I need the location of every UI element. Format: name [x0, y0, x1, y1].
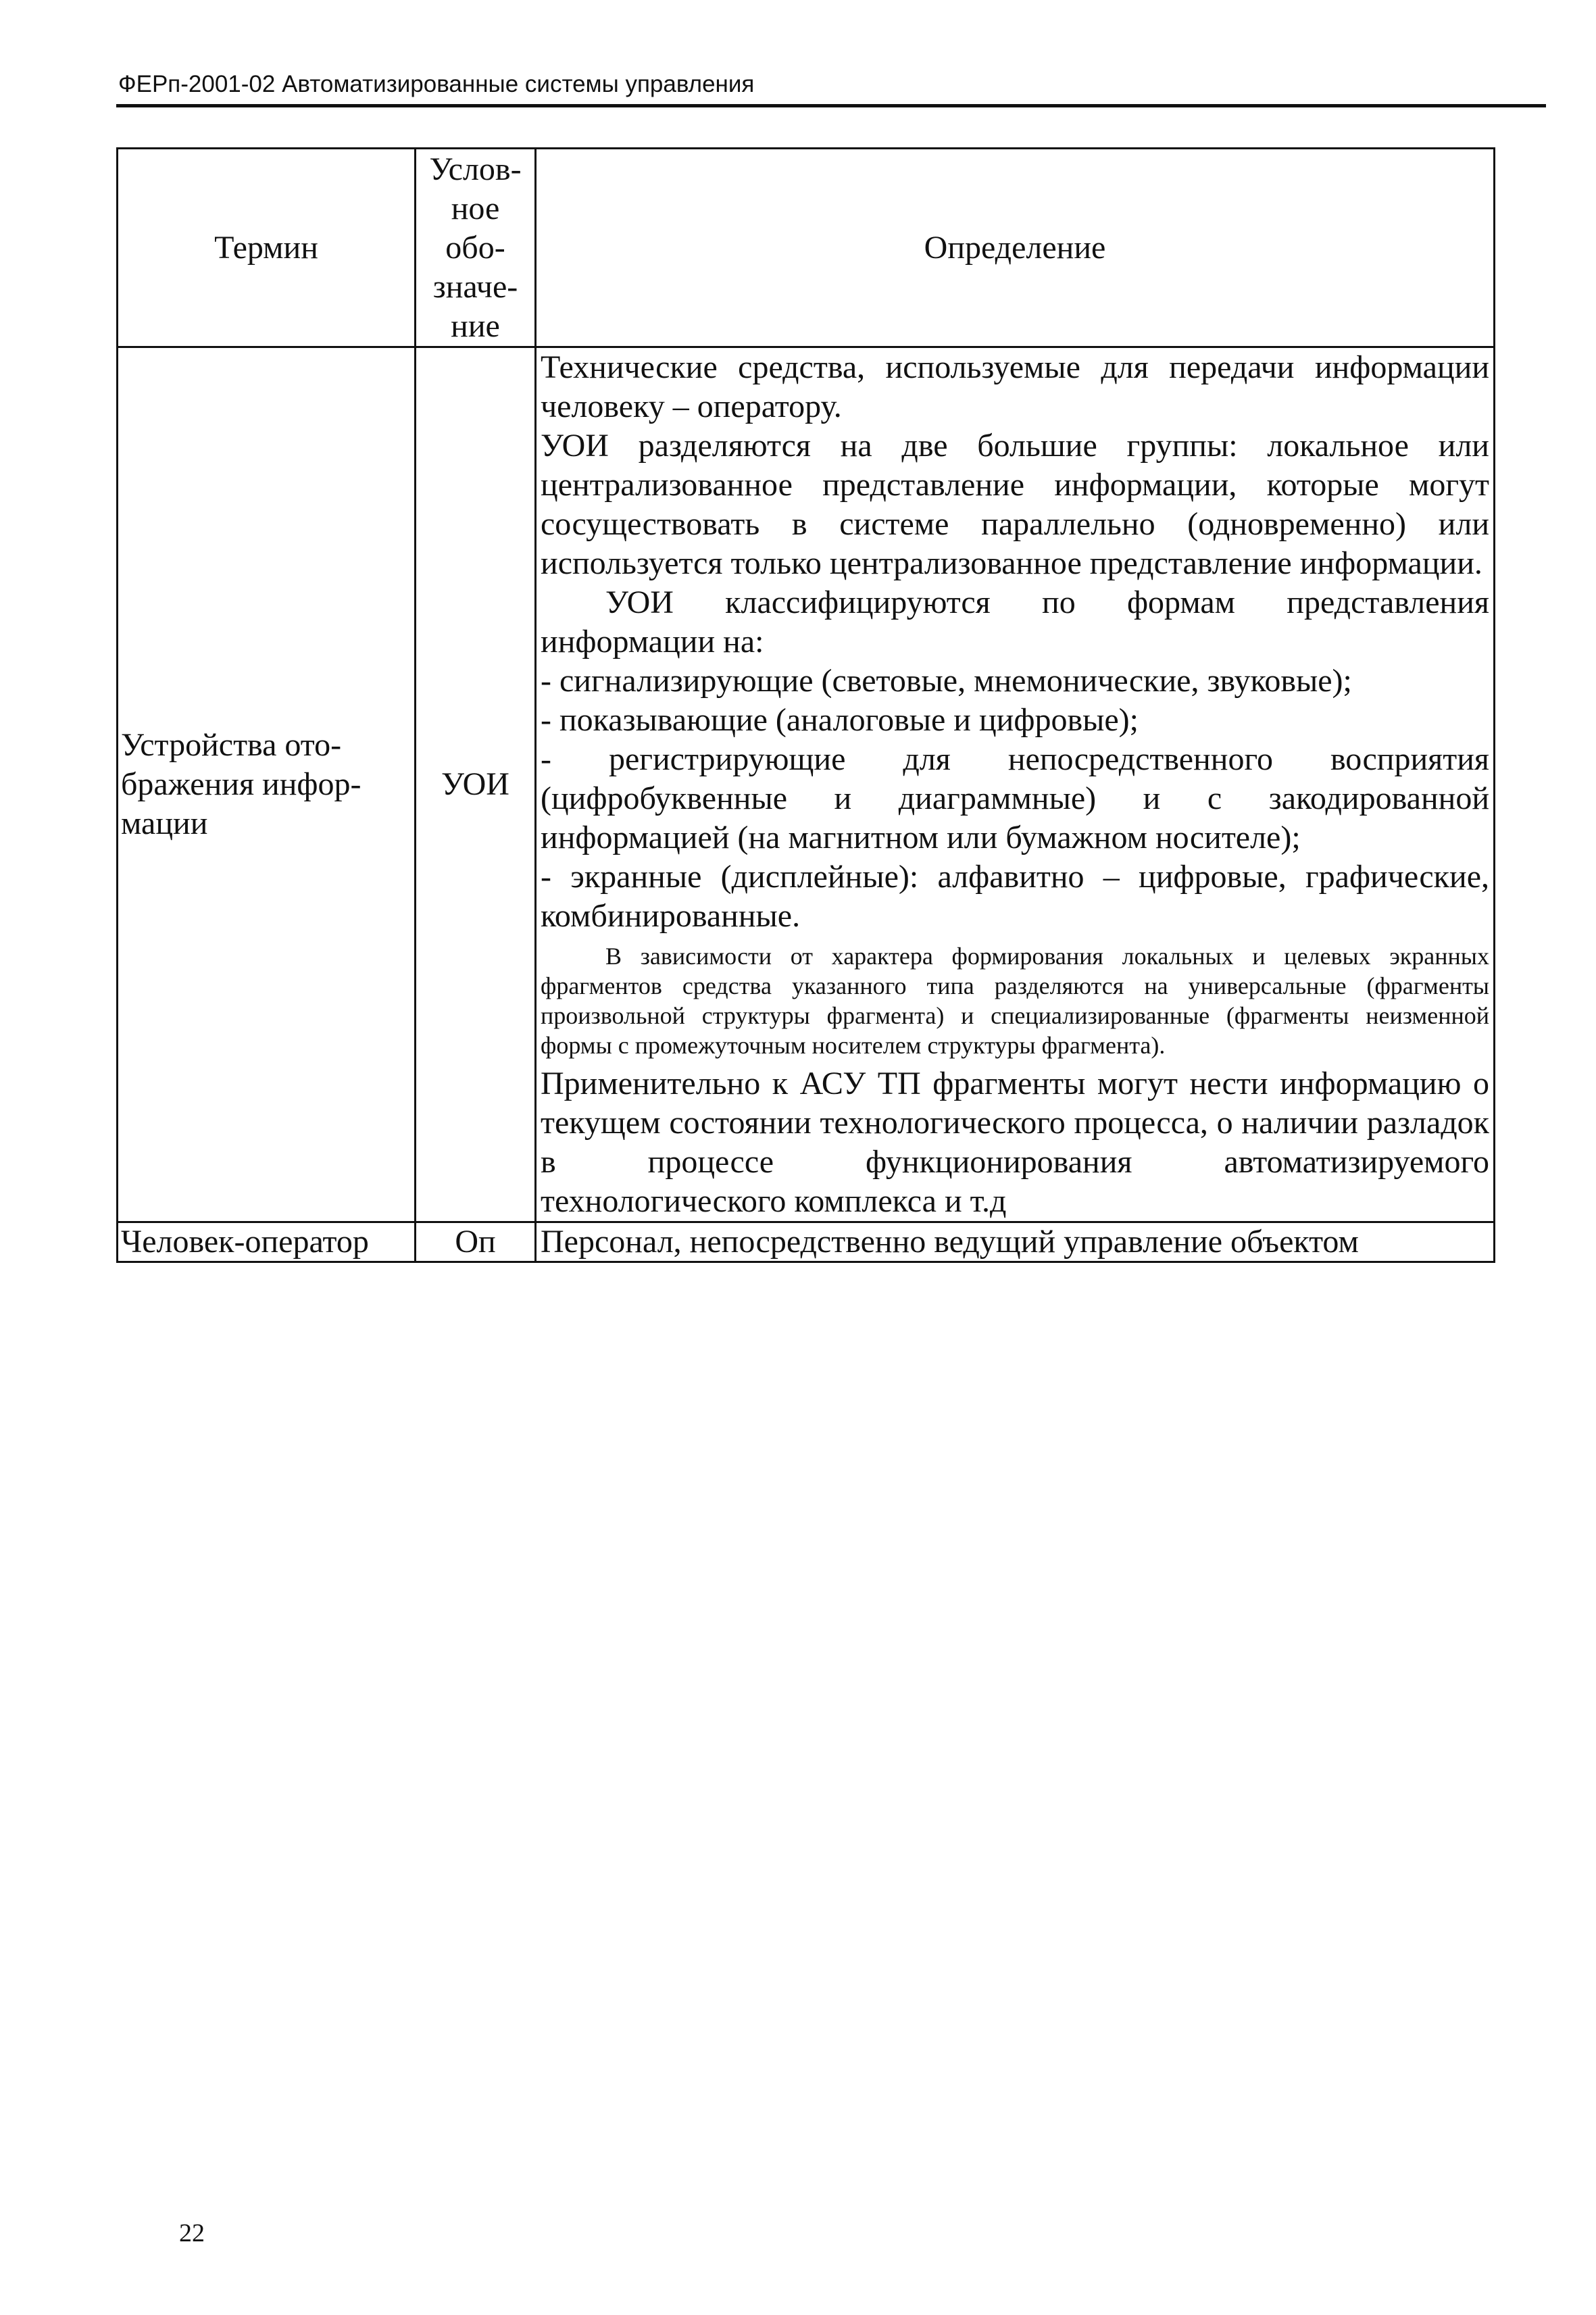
table-row	[118, 347, 1495, 1222]
term-line: бражения инфор-	[121, 766, 361, 802]
definition-paragraph: УОИ классифицируются по формам представления информации на:	[541, 584, 1489, 659]
symbol-cell: Оп	[416, 1222, 536, 1262]
table-header-row	[118, 149, 1495, 347]
definition-paragraph-small: В зависимости от характера формирования локальных и целевых экранных фрагментов средства указанного типа разделяются на универсальные (фрагменты произвольной структуры фрагмента) и специализированные (фрагменты неизменной формы с промежуточным носителем структуры фрагмента).	[541, 943, 1489, 1059]
term-cell	[118, 347, 416, 1222]
table-row	[118, 1222, 1495, 1262]
page-number: 22	[179, 2219, 205, 2247]
terms-table	[116, 147, 1495, 1263]
header-symbol-line: ное	[451, 190, 500, 226]
term-cell: Человек-оператор	[118, 1222, 416, 1262]
definition-paragraph: УОИ разделяются на две большие группы: локальное или централизованное представление информации, которые могут сосуществовать в системе параллельно (одновременно) или используется только централизованное представление информации.	[541, 428, 1489, 581]
running-header: ФЕРп-2001-02 Автоматизированные системы управления	[118, 71, 755, 97]
header-definition: Определение	[536, 149, 1495, 347]
header-rule	[116, 104, 1546, 107]
definition-list-item: - показывающие (аналоговые и цифровые);	[541, 702, 1139, 738]
term-line: Устройства ото-	[121, 727, 342, 763]
definition-list-item: - сигнализирующие (световые, мнемонические, звуковые);	[541, 663, 1352, 699]
definition-paragraph: Технические средства, используемые для передачи информации человеку – оператору.	[541, 349, 1489, 424]
header-symbol-line: значе-	[432, 268, 518, 305]
definition-list-item: - регистрирующие для непосредственного восприятия (цифробуквенные и диаграммные) и с закодированной информацией (на магнитном или бумажном носителе);	[541, 741, 1489, 855]
header-symbol-line: обо-	[445, 229, 505, 266]
header-symbol-line: ние	[451, 307, 500, 344]
definition-cell	[536, 347, 1495, 1222]
header-symbol-line: Услов-	[429, 151, 522, 187]
header-symbol	[416, 149, 536, 347]
definition-cell: Персонал, непосредственно ведущий управление объектом	[536, 1222, 1495, 1262]
definition-list-item: - экранные (дисплейные): алфавитно – цифровые, графические, комбинированные.	[541, 859, 1489, 934]
definition-paragraph: Применительно к АСУ ТП фрагменты могут нести информацию о текущем состоянии технологического процесса, о наличии разладок в процессе функционирования автоматизируемого технологического комплекса и т.д	[541, 1066, 1489, 1219]
symbol-cell: УОИ	[416, 347, 536, 1222]
header-term: Термин	[118, 149, 416, 347]
term-line: мации	[121, 805, 208, 841]
